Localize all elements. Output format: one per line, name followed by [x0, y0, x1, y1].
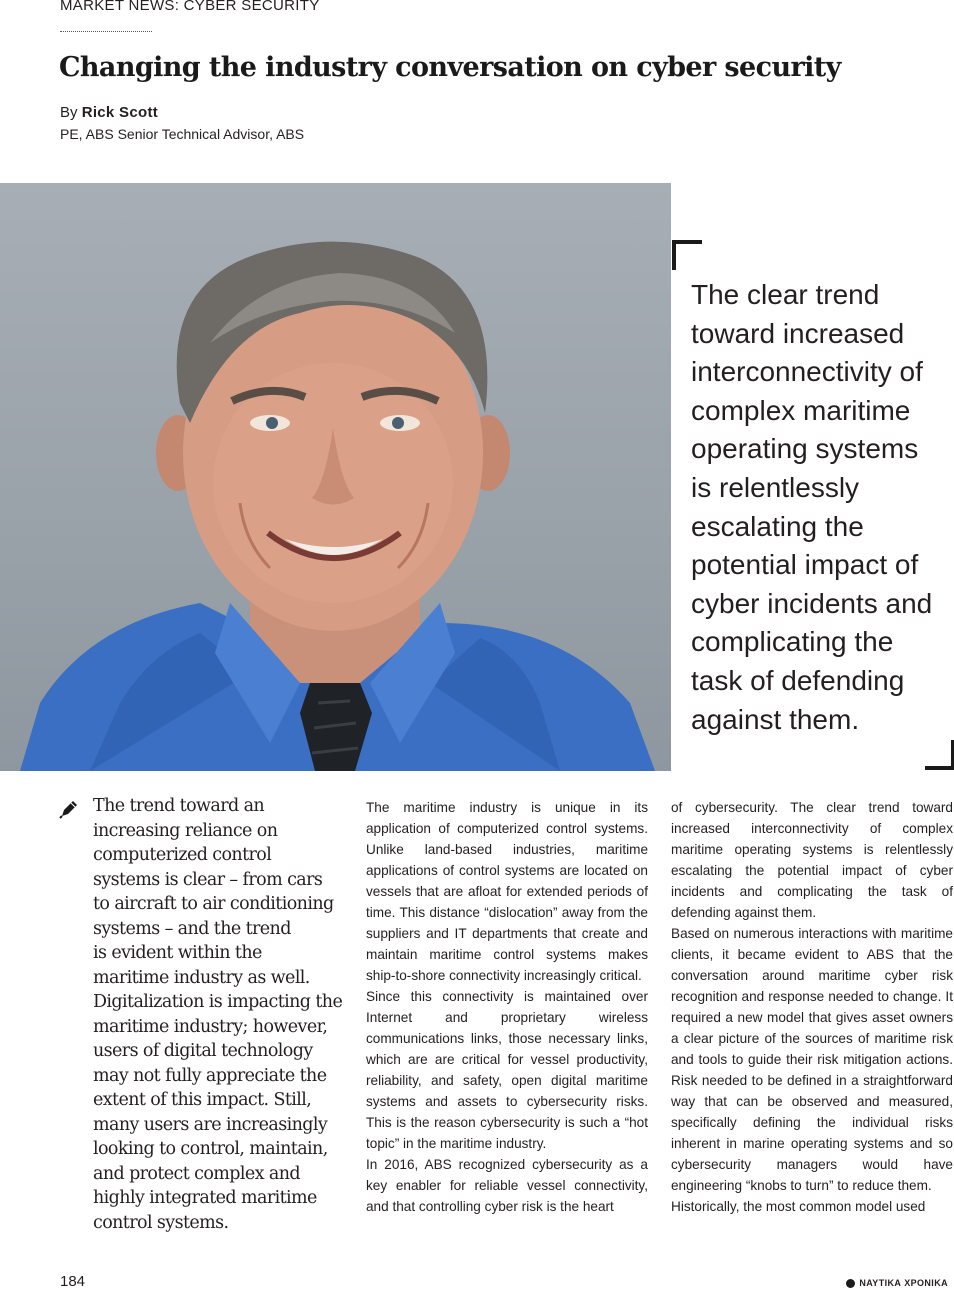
pull-quote-line: toward increased [691, 317, 905, 349]
pen-icon [58, 798, 80, 820]
section-divider [60, 31, 152, 32]
author-title: PE, ABS Senior Technical Advisor, ABS [60, 126, 305, 142]
intro-line: to aircraft to air conditioning [93, 894, 334, 914]
intro-line: maritime industry; however, [93, 1016, 328, 1037]
pull-quote-line: is relentlessly [691, 471, 860, 503]
page-number: 184 [60, 1273, 86, 1290]
pull-quote-line: The clear trend [691, 279, 880, 310]
pull-quote-line: complicating the [691, 626, 894, 658]
body-paragraph: Historically, the most common model used [671, 1199, 926, 1214]
pull-quote-line: potential impact of [691, 549, 919, 581]
intro-line: is evident within the [93, 943, 262, 963]
pull-quote [691, 276, 953, 739]
author-name: Rick Scott [81, 104, 159, 121]
pull-quote-line: escalating the [691, 510, 864, 542]
intro-line: control systems. [93, 1212, 229, 1233]
intro-line: extent of this impact. Still, [93, 1090, 312, 1110]
intro-line: highly integrated maritime [93, 1188, 317, 1208]
body-column-3 [671, 797, 953, 1217]
pull-quote-line: cyber incidents and [691, 587, 933, 619]
pull-quote-line: task of defending [691, 664, 905, 696]
body-paragraph: Based on numerous interactions with maritime clients, it became evident to ABS that the conversation around maritime cyber risk recognition and response needed to change. It required a new model that gives asset owners a clear picture of the sources of maritime risk and tools to guide their risk mitigation actions. Risk needed to be defined in a straightforward way that can be observed and measured, specifically defining the individual risks inherent in marine operating systems and so cybersecurity managers would have engineering “knobs to turn” to reduce them. [671, 926, 953, 1193]
body-paragraph: Since this connectivity is maintained over Internet and proprietary wireless communications links, those necessary links, which are are critical for vessel productivity, reliability, and safety, open digital maritime systems and assets to cybersecurity risks. This is the reason cybersecurity is such a “hot topic” in the maritime industry. [366, 989, 648, 1151]
publication-label: ΝΑΥΤΙΚΑ ΧΡΟΝΙΚΑ [859, 1278, 948, 1288]
intro-line: systems is clear – from cars [93, 869, 323, 890]
intro-line: The trend toward an [93, 796, 265, 816]
quote-close-bracket [925, 740, 954, 770]
body-paragraph: In 2016, ABS recognized cybersecurity as a key enabler for reliable vessel connectivity, and that controlling cyber risk is the heart [366, 1157, 648, 1214]
intro-line: increasing reliance on [93, 820, 278, 841]
intro-line: and protect complex and [93, 1163, 300, 1184]
body-paragraph: of cybersecurity. The clear trend toward increased interconnectivity of complex maritime operating systems is relentlessly escalating the potential impact of cyber incidents and complicating the task of defending against them. [671, 800, 953, 920]
intro-line: Digitalization is impacting the [93, 992, 343, 1012]
body-paragraph: The maritime industry is unique in its application of computerized control systems. Unlike land-based industries, maritime applications of control systems are located on vessels that are afloat for extended periods of time. This distance “dislocation” away from the suppliers and IT departments that create and maintain maritime control systems makes ship-to-shore connectivity increasingly critical. [366, 800, 648, 983]
section-label: MARKET NEWS: CYBER SECURITY [60, 0, 320, 14]
intro-line: systems – and the trend [93, 918, 291, 939]
byline-prefix: By [60, 104, 78, 121]
pull-quote-line: against them. [691, 703, 860, 735]
pull-quote-line: operating systems [691, 433, 919, 465]
intro-paragraph [93, 794, 343, 1235]
article-headline: Changing the industry conversation on cyber security [59, 52, 841, 83]
intro-line: looking to control, maintain, [93, 1139, 328, 1159]
pull-quote-line: complex maritime [691, 394, 911, 426]
intro-line: many users are increasingly [93, 1114, 328, 1135]
author-portrait [0, 183, 671, 771]
intro-line: users of digital technology [93, 1041, 313, 1061]
intro-line: maritime industry as well. [93, 967, 310, 988]
publication-name [846, 1278, 948, 1288]
pull-quote-line: interconnectivity of [691, 356, 923, 388]
intro-line: may not fully appreciate the [93, 1065, 327, 1086]
publication-logo-icon [846, 1279, 855, 1288]
quote-open-bracket [672, 240, 702, 270]
byline [60, 104, 158, 121]
body-column-2 [366, 797, 648, 1217]
intro-line: computerized control [93, 845, 272, 865]
